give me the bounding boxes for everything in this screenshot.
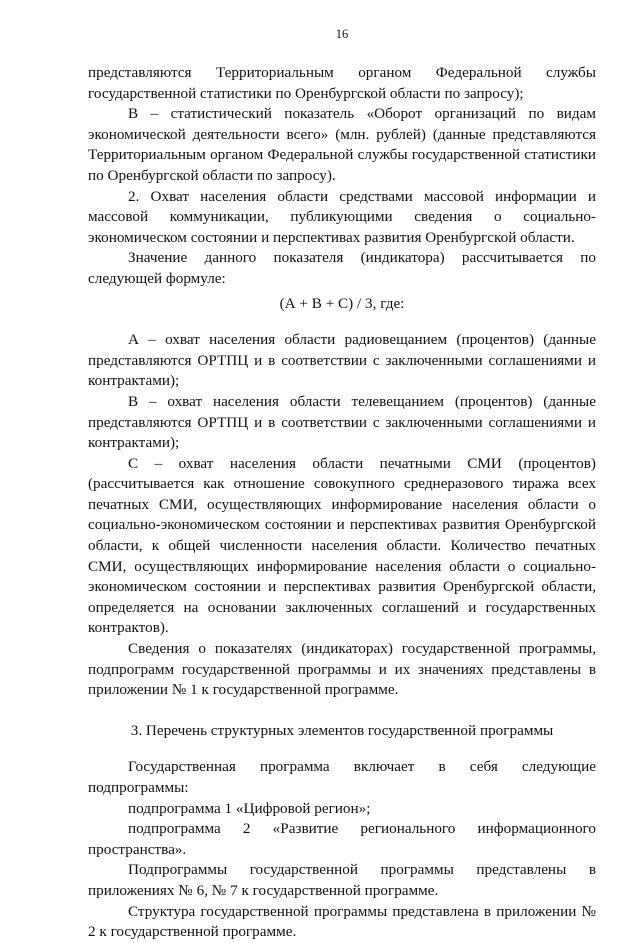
page-number: 16 <box>335 27 349 41</box>
paragraph-variable-a: А – охват населения области радиовещанием (процентов) (данные представляются ОРТПЦ и в соответствии с заключенными соглашениями и контрактами); <box>88 331 596 390</box>
paragraph-formula-intro: Значение данного показателя (индикатора) рассчитывается по следующей формуле: <box>88 249 596 287</box>
section-heading: 3. Перечень структурных элементов государственной программы <box>130 721 554 739</box>
paragraph-variable-b: В – охват населения области телевещанием (процентов) (данные представляются ОРТПЦ и в соответствии с заключенными соглашениями и контрактами); <box>88 392 596 452</box>
paragraph-continuation: представляются Территориальным органом Федеральной службы государственной статистики по Оренбургской области по запросу); <box>88 64 596 102</box>
formula: (А + В + С) / 3, где: <box>279 294 405 312</box>
paragraph-variable-c: С – охват населения области печатными СМИ (процентов) (рассчитывается как отношение совокупного среднеразового тиража всех печатных СМИ, осуществляющих информирование населения области о социально-экономическом состоянии и перспективах развития Оренбургской области, к общей численности населения области. Количество печатных СМИ, осуществляющих информирование населения области о социально-экономическом состоянии и перспективах развития Оренбургской области, определяется на основании заключенных соглашений и государственных контрактов). <box>88 454 596 637</box>
paragraph-indicator-b: В – статистический показатель «Оборот организаций по видам экономической деятельности всего» (млн. рублей) (данные представляются Территориальным органом Федеральной службы государственной статистики по Оренбургской области по запросу). <box>88 105 596 184</box>
paragraph-subprograms-appendix: Подпрограммы государственной программы представлены в приложениях № 6, № 7 к государственной программе. <box>88 861 596 899</box>
paragraph-indicators-reference: Сведения о показателях (индикаторах) государственной программы, подпрограмм государственной программы и их значениях представлены в приложении № 1 к государственной программе. <box>88 640 596 699</box>
paragraph-media-coverage: 2. Охват населения области средствами массовой информации и массовой коммуникации, публикующими сведения о социально-экономическом состоянии и перспективах развития Оренбургской области. <box>88 187 596 246</box>
paragraph-structure-appendix: Структура государственной программы представлена в приложении № 2 к государственной программе. <box>88 902 596 941</box>
list-item-subprogram-2: подпрограмма 2 «Развитие регионального информационного пространства». <box>88 820 596 858</box>
paragraph-subprograms-intro: Государственная программа включает в себя следующие подпрограммы: <box>88 758 596 796</box>
list-item-subprogram-1: подпрограмма 1 «Цифровой регион»; <box>128 799 371 817</box>
